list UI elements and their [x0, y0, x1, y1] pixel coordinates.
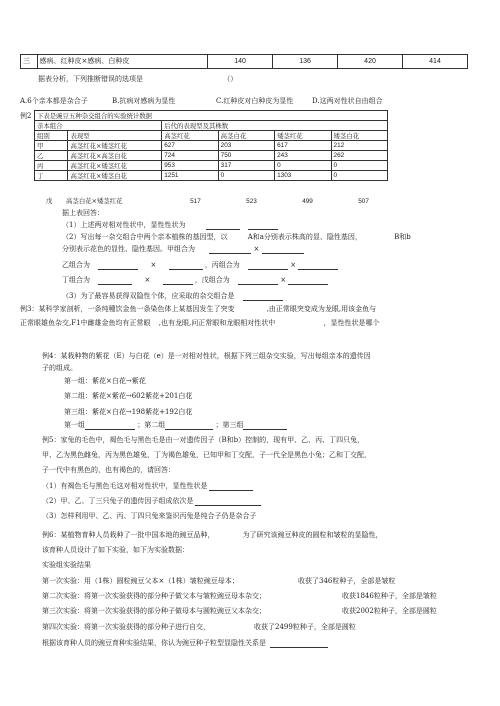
- table-header-cell: 亲本组合: [35, 121, 162, 131]
- table-cell: 953: [162, 161, 218, 171]
- table-cell: 0: [331, 161, 387, 171]
- table-cell: 203: [218, 141, 274, 151]
- answer-paren: （）: [223, 75, 238, 83]
- ex2-question-2-ding: 丁组合为 × ，戊组合为 ×: [62, 276, 328, 285]
- ex5-line-2: 甲、乙为黑色雌兔，丙为黑色雄兔，丁为褐色雄兔，已知甲和丁交配，子一代全是黑色小兔；乙和丁交配，: [42, 451, 371, 459]
- table-row: [35, 161, 388, 171]
- table-header-cell: 矮茎白花: [331, 131, 387, 141]
- table-row: [35, 171, 388, 181]
- answer-blank[interactable]: [98, 284, 132, 285]
- table-cell: 0: [275, 161, 331, 171]
- ex4-answers: 第一组 ；第二组 ；第三组: [64, 421, 287, 430]
- question-stem: 据表分析，下列推断错误的选项是 （）: [38, 75, 238, 83]
- table-row: [35, 141, 388, 151]
- ex2-question-1: （1）上述两对相对性状中，显性性状为: [62, 221, 278, 230]
- answer-blank[interactable]: [243, 300, 283, 301]
- ex2-question-2-cont: 分别表示花色的显性、隐性基因。甲组合为 ×: [62, 245, 304, 254]
- table-caption-row: [35, 111, 388, 121]
- answer-blank[interactable]: [209, 253, 251, 254]
- ex2-question-2: （2）写出每一杂交组合中两个亲本植株的基因型，以 A和a分别表示株高的显、隐性基因， B和b: [62, 233, 411, 241]
- ex4-group-2: 第二组：紫花×紫花→602紫花+201白花: [64, 392, 193, 400]
- table-cell: 三: [21, 55, 38, 69]
- ex6-result-2: 第二次实验：将第一次实验获得的部分种子做父本与皱粒豌豆母本杂交； 收获1846粒种子，全部是皱粒: [42, 592, 437, 600]
- answer-blank[interactable]: [209, 490, 253, 491]
- option-c: C.红种皮对白种皮为显性: [216, 97, 294, 105]
- table-cell: 136: [273, 55, 338, 69]
- table-cell: 1303: [275, 171, 331, 181]
- ex6-conclusion: 根据该育种人员的豌豆育种实验结果，你认为豌豆种子粒型显隐性关系是: [42, 639, 328, 648]
- answer-blank[interactable]: [165, 429, 213, 430]
- table-cell: 戊: [46, 197, 53, 205]
- answer-blank[interactable]: [238, 284, 278, 285]
- example-label: 例2: [20, 112, 32, 120]
- answer-blank[interactable]: [163, 284, 193, 285]
- answer-blank[interactable]: [169, 269, 203, 270]
- answer-blank[interactable]: [206, 229, 240, 230]
- table-cell: 414: [403, 55, 468, 69]
- table-cell: 317: [218, 161, 274, 171]
- cross-data-table: [34, 110, 388, 181]
- ex5-question-1: （1）有褐色毛与黑色毛这对相对性状中，显性性状是: [42, 482, 253, 491]
- answer-blank[interactable]: [195, 505, 261, 506]
- ex6-line-1: 例6：某植物育种人员栽种了一批中国本地的豌豆品种， 为了研究该豌豆种皮的圆粒和皱粒的显隐性，: [42, 531, 383, 539]
- ex4-group-3: 第三组：紫花×白花→198紫花+192白花: [64, 408, 193, 416]
- table-cell: 0: [331, 171, 387, 181]
- answer-blank[interactable]: [98, 269, 138, 270]
- table-cell: 523: [246, 198, 257, 205]
- ex6-result-4: 第四次实验：将第一次实验获得的部分种子进行自交， 收获了2499粒种子，全部是圆粒: [42, 623, 356, 631]
- table-cell: 262: [331, 151, 387, 161]
- table-cell: 丙: [35, 161, 68, 171]
- top-table: [20, 54, 468, 69]
- table-cell: 507: [358, 198, 369, 205]
- option-d: D.这两对性状自由组合: [312, 97, 383, 105]
- table-cell: 甲: [35, 141, 68, 151]
- table-header-cell: 高茎红花: [162, 131, 218, 141]
- table-cell: 高茎白花×矮茎红花: [66, 197, 123, 205]
- answer-blank[interactable]: [270, 647, 328, 648]
- table-header-row: [35, 131, 388, 141]
- ex6-line-2: 该育种人员设计了如下实验，如下为实验数据：: [42, 546, 189, 554]
- ex5-question-2: （2）甲、乙、丁三只兔子的遗传因子组成依次是: [42, 497, 261, 506]
- table-cell: 499: [302, 198, 313, 205]
- option-b: B.抗病对感病为显性: [112, 97, 176, 105]
- ex6-result-1: 第一次实验：用（1株）圆粒豌豆父本×（1株）皱粒豌豆母本； 收获了346粒种子，全部是皱粒: [42, 577, 396, 585]
- table-cell: 高茎红花×矮茎红花: [68, 141, 162, 151]
- table-header-row: [35, 121, 388, 131]
- table-cell: 750: [218, 151, 274, 161]
- ex4-line-2: 子的组成。: [42, 364, 77, 372]
- ex5-line-1: 例5：家兔的毛色中，褐色毛与黑色毛是由一对遗传因子（B和b）控制的，现有甲、乙、丙、丁四只兔，: [42, 436, 365, 444]
- ex5-line-3: 子一代中有黑色的，也有褐色的，请回答：: [42, 466, 175, 474]
- table-cell: 高茎红花×高茎白花: [68, 151, 162, 161]
- table-cell: 感病、红种皮×感病、白种皮: [37, 55, 208, 69]
- option-a: A.6个亲本都是杂合子: [20, 97, 88, 105]
- ex4-group-1: 第一组：紫花×白花→紫花: [64, 377, 146, 385]
- table-cell: 212: [331, 141, 387, 151]
- table-cell: 1251: [162, 171, 218, 181]
- table-caption: 下表是豌豆五种杂交组合的实验统计数据: [35, 111, 388, 121]
- ex4-line-1: 例4：某栽种物的紫花（E）与白花（e）是一对相对性状，根据下列三组杂交实验，写出每组亲本的遗传因: [42, 352, 371, 360]
- answer-blank[interactable]: [298, 269, 338, 270]
- table-cell: 627: [162, 141, 218, 151]
- table-cell: 乙: [35, 151, 68, 161]
- table-cell: 高茎红花×矮茎红花: [68, 161, 162, 171]
- table-header-cell: 矮茎红花: [275, 131, 331, 141]
- table-cell: 724: [162, 151, 218, 161]
- table-cell: 617: [275, 141, 331, 151]
- answer-blank[interactable]: [243, 429, 287, 430]
- ex2-question-2-yi: 乙组合为 × ，丙组合为 ×: [62, 261, 338, 270]
- table-cell: 丁: [35, 171, 68, 181]
- table-header-cell: 表现型: [68, 131, 162, 141]
- answer-blank[interactable]: [248, 229, 278, 230]
- ex5-question-3: （3）怎样利用甲、乙、丙、丁四只兔来鉴识丙兔是纯合子仍是杂合子: [42, 512, 257, 520]
- ex6-results-title: 实验组实验结果: [42, 561, 91, 569]
- table-header-cell: 后代的表现型及其株数: [162, 121, 388, 131]
- answer-intro: 据上表回答：: [62, 209, 104, 217]
- table-row: [21, 55, 468, 69]
- table-last-row: [46, 197, 406, 206]
- answer-blank[interactable]: [85, 429, 135, 430]
- ex3-line-1: 例3：某科学家剖析，一条纯種饮金鱼一条染色体上某基因发生了突变 ,由正常眼突变成为龙眼,用该金鱼与: [20, 305, 377, 313]
- table-cell: 517: [190, 198, 201, 205]
- table-cell: 243: [275, 151, 331, 161]
- ex6-result-3: 第三次实验：将第一次实验获得的部分种子做母本与圆粒豌豆父本杂交； 收获2002粒种子，全部是圆粒: [42, 607, 437, 615]
- answer-blank[interactable]: [288, 284, 328, 285]
- ex2-question-3: （3）为了最容易获得双隐性个体，应采取的杂交组合是: [62, 292, 283, 301]
- table-cell: 0: [218, 171, 274, 181]
- table-header-cell: 组别: [35, 131, 68, 141]
- table-cell: 高茎红花×矮茎白花: [68, 171, 162, 181]
- table-cell: 140: [208, 55, 273, 69]
- table-header-cell: 高茎白花: [218, 131, 274, 141]
- table-cell: 420: [338, 55, 403, 69]
- table-row: [35, 151, 388, 161]
- ex3-line-2: 正常眼雄鱼杂交,F1中雌雄金鱼均有正常眼 ,也有龙眼,问正常眼和龙眼相对性状中 ，显性性状是哪个: [20, 319, 380, 327]
- answer-blank[interactable]: [248, 269, 288, 270]
- answer-blank[interactable]: [262, 253, 304, 254]
